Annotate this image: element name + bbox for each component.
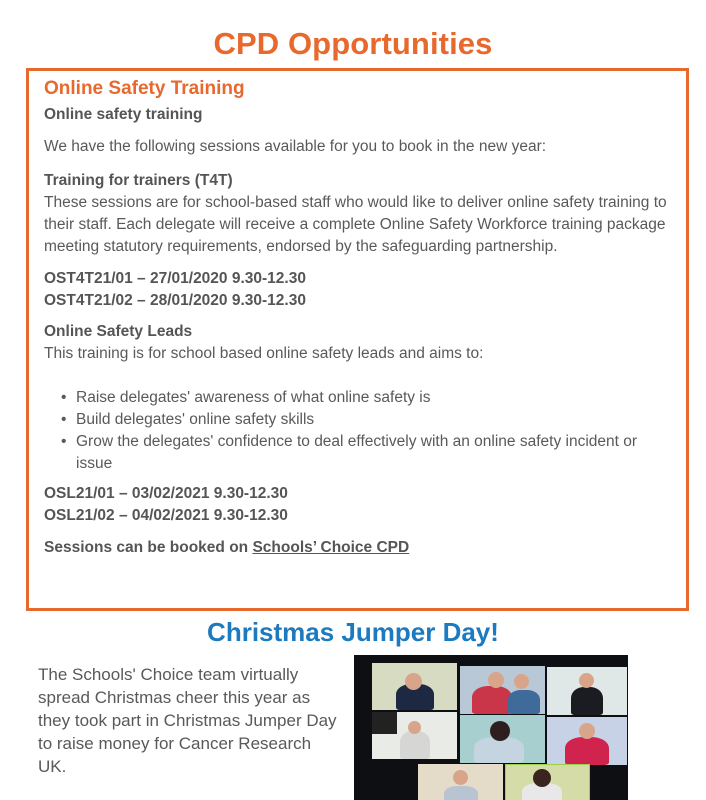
video-tile xyxy=(418,764,503,800)
video-tile xyxy=(372,712,457,759)
session-item: OST4T21/02 – 28/01/2020 9.30-12.30 xyxy=(44,292,306,309)
bullet-icon: • xyxy=(61,433,67,450)
video-tile xyxy=(547,667,627,715)
bullet-icon: • xyxy=(61,411,67,428)
cpd-opportunities-box xyxy=(26,68,689,611)
bullet-icon: • xyxy=(61,389,67,406)
t4t-heading: Training for trainers (T4T) xyxy=(44,172,233,189)
session-item: OSL21/02 – 04/02/2021 9.30-12.30 xyxy=(44,507,288,524)
video-tile xyxy=(547,717,627,765)
list-item-text: Grow the delegates' confidence to deal effectively with an online safety incident or issue xyxy=(76,433,638,472)
video-tile xyxy=(460,666,545,714)
list-item xyxy=(44,431,674,475)
list-item-text: Build delegates' online safety skills xyxy=(76,411,315,428)
video-tile xyxy=(460,715,545,763)
video-tile xyxy=(372,663,457,710)
list-item-text: Raise delegates' awareness of what online safety is xyxy=(76,389,431,406)
intro-text: We have the following sessions available for you to book in the new year: xyxy=(44,138,547,155)
list-item xyxy=(44,409,674,431)
leads-heading: Online Safety Leads xyxy=(44,323,193,340)
video-call-photo xyxy=(354,655,628,800)
christmas-jumper-day-title: Christmas Jumper Day! xyxy=(207,617,499,647)
section-title: Online Safety Training xyxy=(44,78,245,99)
session-item: OST4T21/01 – 27/01/2020 9.30-12.30 xyxy=(44,270,306,287)
leads-sessions xyxy=(44,483,674,527)
t4t-sessions xyxy=(44,268,674,312)
video-tile xyxy=(505,764,590,800)
booking-text xyxy=(44,537,674,559)
t4t-description: These sessions are for school-based staff who would like to deliver online safety training to their staff. Each delegate will receive a complete Online Safety Workforce training package meeting statutory requirements, endorsed by the safeguarding partnership. xyxy=(44,194,667,255)
booking-prefix: Sessions can be booked on xyxy=(44,539,253,556)
sub-title: Online safety training xyxy=(44,106,203,123)
list-item xyxy=(44,387,674,409)
christmas-description: The Schools' Choice team virtually spread Christmas cheer this year as they took part in Christmas Jumper Day to raise money for Cancer Research UK. xyxy=(38,665,337,776)
leads-description: This training is for school based online safety leads and aims to: xyxy=(44,345,484,362)
schools-choice-cpd-link[interactable]: Schools’ Choice CPD xyxy=(252,539,410,556)
aims-list xyxy=(44,387,674,475)
page-title: CPD Opportunities xyxy=(213,26,493,61)
session-item: OSL21/01 – 03/02/2021 9.30-12.30 xyxy=(44,485,288,502)
